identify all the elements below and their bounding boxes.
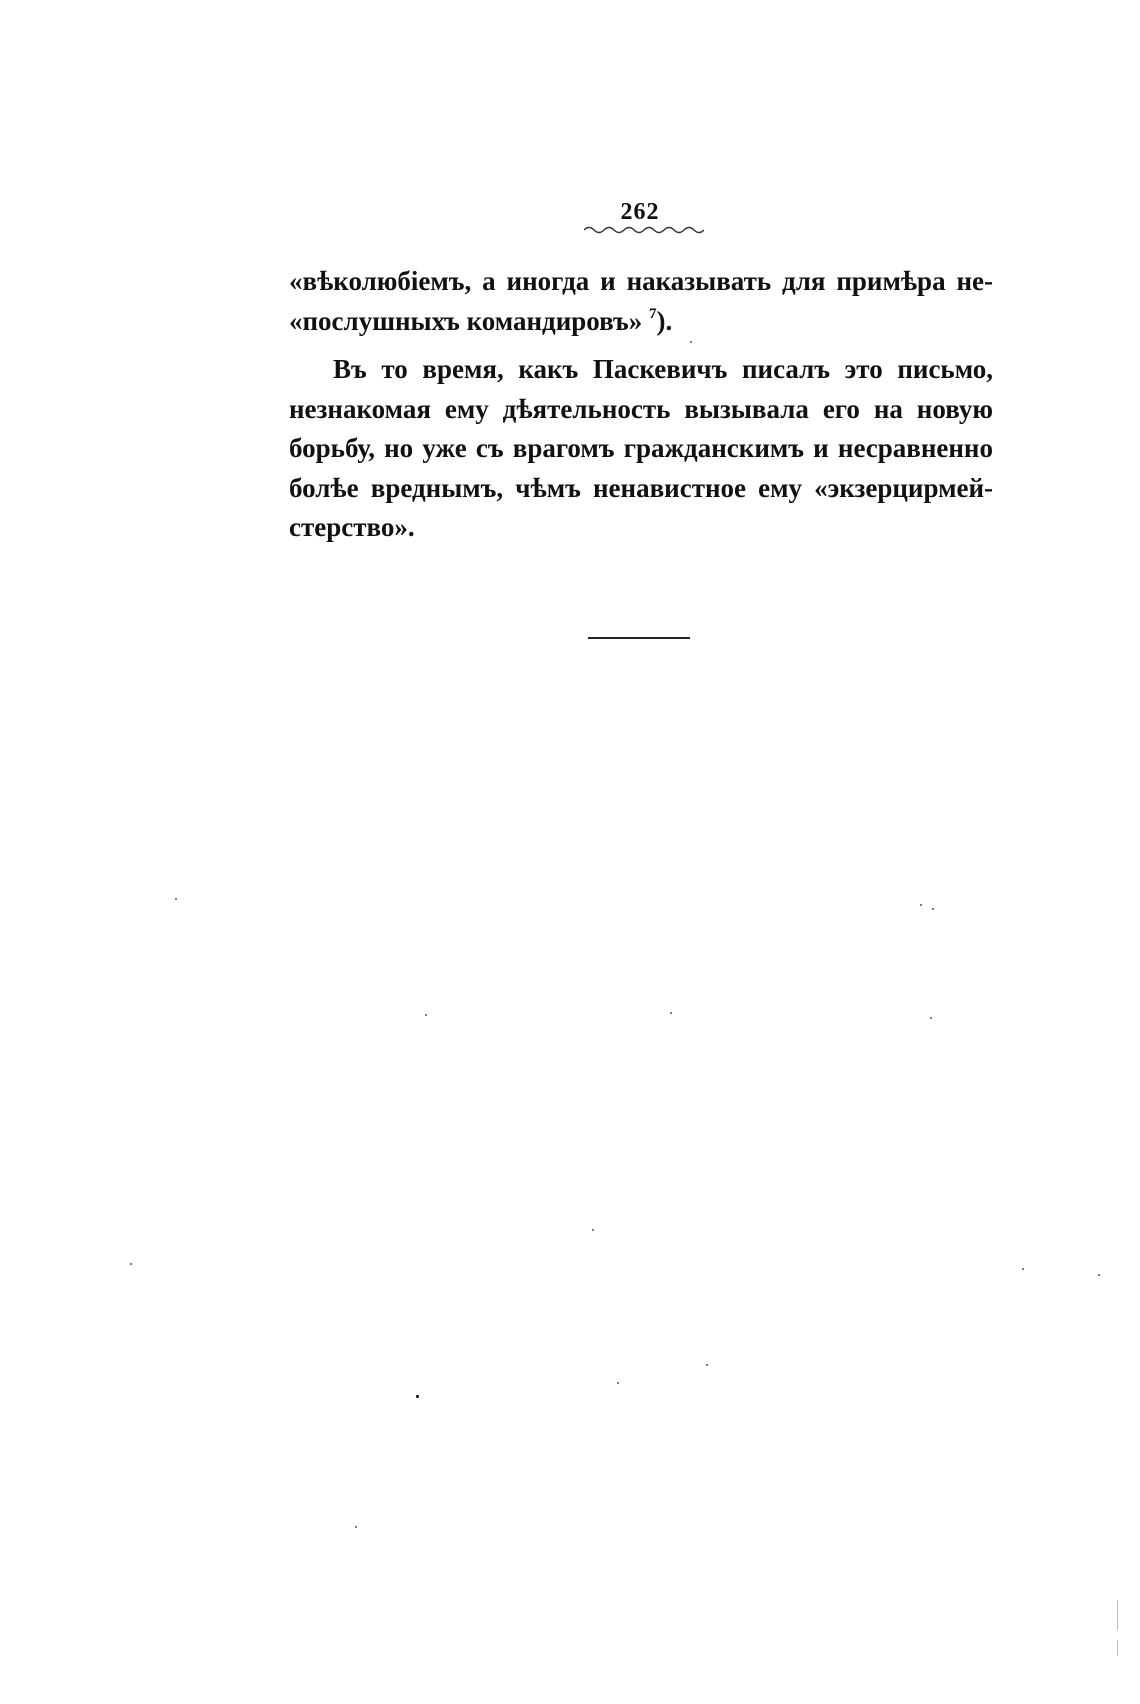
scan-edge-mark xyxy=(1117,1640,1118,1656)
text-line: незнакомая ему дѣятельность вызывала его на новую xyxy=(289,393,993,424)
scan-speck xyxy=(690,341,692,343)
scan-speck xyxy=(1098,1274,1100,1276)
scan-speck xyxy=(592,1229,594,1231)
text-line: борьбу, но уже съ врагомъ гражданскимъ и несравненно xyxy=(289,433,993,463)
footnote-marker[interactable]: 7 xyxy=(649,305,657,322)
line-tail: ). xyxy=(656,305,673,336)
text-line: стерство». xyxy=(289,512,415,542)
scan-speck xyxy=(130,1263,132,1265)
text-line: Въ то время, какъ Паскевичъ писалъ это письмо, xyxy=(333,354,993,384)
scan-speck xyxy=(920,904,922,906)
scan-speck xyxy=(425,1014,427,1016)
scan-speck xyxy=(416,1395,419,1398)
line-text: «послушныхъ командировъ» xyxy=(289,305,649,336)
scan-speck xyxy=(706,1364,708,1366)
scan-speck xyxy=(670,1012,672,1014)
wavy-ornament-rule xyxy=(584,224,704,234)
section-end-rule xyxy=(588,637,690,639)
text-line: «вѣколюбіемъ, а иногда и наказывать для примѣра не- xyxy=(289,266,993,296)
paragraph-quote-continuation xyxy=(289,262,993,341)
text-line-with-footnote xyxy=(289,302,993,342)
scan-speck xyxy=(930,1017,932,1019)
text-line: болѣе вреднымъ, чѣмъ ненавистное ему «экзерцирмей- xyxy=(289,472,993,503)
page-number: 262 xyxy=(620,199,660,225)
paragraph-paskevich xyxy=(289,350,993,548)
scan-speck xyxy=(355,1526,357,1528)
body-text xyxy=(289,262,993,548)
scan-speck xyxy=(175,898,177,900)
scan-edge-mark xyxy=(1117,1600,1118,1630)
scan-speck xyxy=(617,1382,619,1384)
scan-speck xyxy=(932,908,934,910)
scan-speck xyxy=(1022,1268,1024,1270)
